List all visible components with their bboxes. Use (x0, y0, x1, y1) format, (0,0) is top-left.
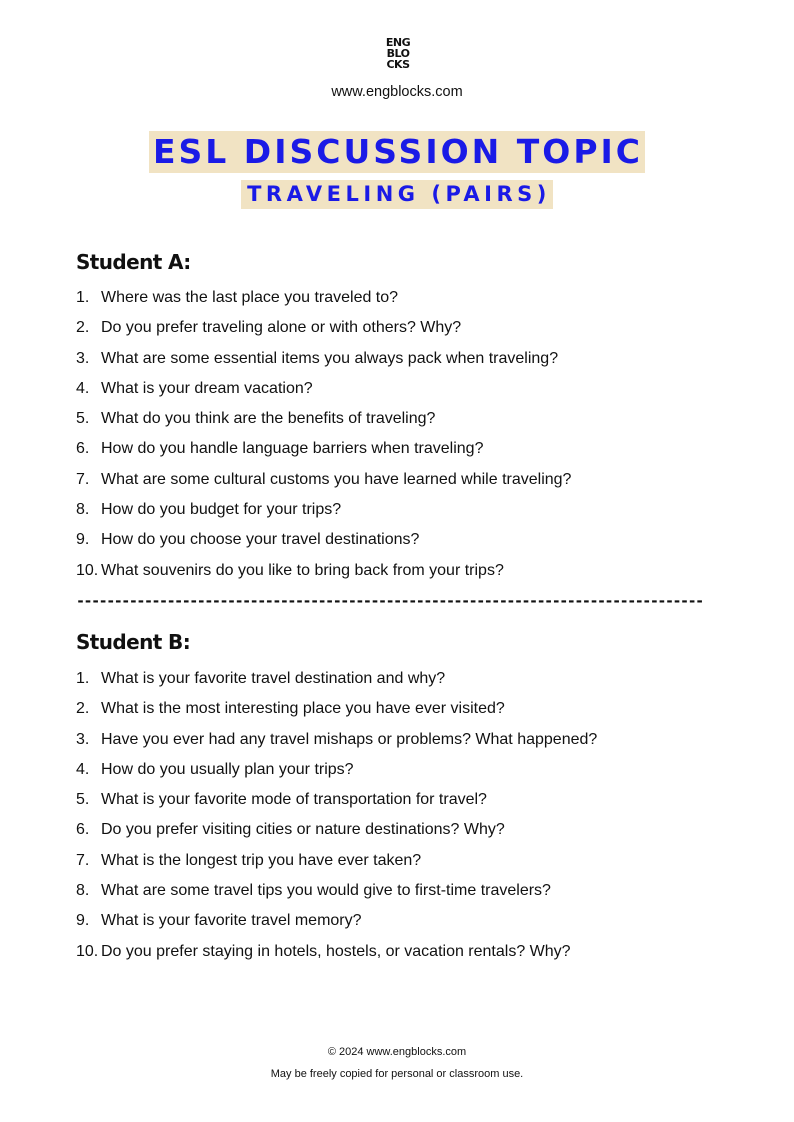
question-text: What souvenirs do you like to bring back from your trips? (101, 561, 504, 579)
page-title: ESL DISCUSSION TOPIC (149, 131, 645, 173)
student-a-heading: Student A: (76, 250, 191, 274)
question-number: 2. (76, 319, 90, 337)
question-item (76, 760, 736, 790)
question-number: 1. (76, 289, 90, 306)
engblocks-logo (382, 37, 414, 70)
question-number: 8. (76, 882, 90, 900)
question-number: 1. (76, 670, 90, 687)
question-number: 3. (76, 349, 90, 367)
question-text: How do you handle language barriers when traveling? (101, 440, 484, 458)
question-number: 9. (76, 912, 90, 930)
question-text: What is the most interesting place you have ever visited? (101, 700, 505, 718)
question-item (76, 820, 736, 850)
question-item (76, 561, 736, 591)
question-number: 6. (76, 821, 90, 839)
title-container (0, 131, 794, 173)
question-text: What is the longest trip you have ever taken? (101, 851, 422, 869)
question-number: 8. (76, 501, 90, 519)
question-text: What are some cultural customs you have learned while traveling? (101, 470, 572, 488)
question-item (76, 349, 736, 379)
question-text: Where was the last place you traveled to? (101, 289, 399, 306)
question-number: 5. (76, 791, 90, 809)
question-item (76, 942, 736, 972)
question-number: 2. (76, 700, 90, 718)
logo-line-1: ENG (385, 36, 411, 49)
question-text: Do you prefer visiting cities or nature destinations? Why? (101, 821, 505, 839)
question-item (76, 669, 736, 699)
question-text: What is your favorite mode of transportation for travel? (101, 791, 487, 809)
question-number: 10. (76, 561, 99, 579)
question-number: 7. (76, 470, 90, 488)
question-number: 7. (76, 851, 90, 869)
question-number: 3. (76, 730, 90, 748)
question-item (76, 318, 736, 348)
student-a-question-list (76, 288, 736, 591)
question-item (76, 699, 736, 729)
page-subtitle: TRAVELING (PAIRS) (241, 180, 553, 209)
site-url: www.engblocks.com (331, 84, 463, 100)
footer-copyright: © 2024 www.engblocks.com (327, 1046, 467, 1058)
question-item (76, 379, 736, 409)
question-item (76, 470, 736, 500)
question-text: How do you budget for your trips? (101, 501, 342, 519)
question-text: What do you think are the benefits of traveling? (101, 410, 436, 428)
question-text: How do you usually plan your trips? (101, 760, 354, 778)
logo-line-3: CKS (386, 58, 410, 71)
question-item (76, 881, 736, 911)
logo-line-2: BLO (386, 47, 410, 60)
question-item (76, 790, 736, 820)
question-item (76, 288, 736, 318)
question-item (76, 500, 736, 530)
student-b-question-list (76, 669, 736, 972)
question-number: 6. (76, 440, 90, 458)
question-text: What are some essential items you always pack when traveling? (101, 349, 559, 367)
question-item (76, 911, 736, 941)
question-item (76, 439, 736, 469)
question-number: 9. (76, 531, 90, 549)
question-item (76, 730, 736, 760)
subtitle-container (0, 180, 794, 209)
question-text: What are some travel tips you would give to first-time travelers? (101, 882, 551, 900)
question-text: What is your favorite travel destination and why? (101, 670, 446, 687)
question-item (76, 530, 736, 560)
question-text: Do you prefer staying in hotels, hostels, or vacation rentals? Why? (101, 942, 571, 960)
question-text: Have you ever had any travel mishaps or problems? What happened? (101, 730, 598, 748)
question-item (76, 409, 736, 439)
footer-license: May be freely copied for personal or classroom use. (270, 1068, 524, 1080)
question-text: What is your favorite travel memory? (101, 912, 362, 930)
student-b-heading: Student B: (76, 630, 191, 654)
question-number: 5. (76, 410, 90, 428)
question-text: Do you prefer traveling alone or with others? Why? (101, 319, 462, 337)
question-number: 4. (76, 760, 90, 778)
question-text: How do you choose your travel destinations? (101, 531, 420, 549)
question-item (76, 851, 736, 881)
section-divider: ----------------------------------------------------------------------------------- (76, 592, 703, 610)
question-number: 10. (76, 942, 99, 960)
question-text: What is your dream vacation? (101, 379, 313, 397)
question-number: 4. (76, 379, 90, 397)
